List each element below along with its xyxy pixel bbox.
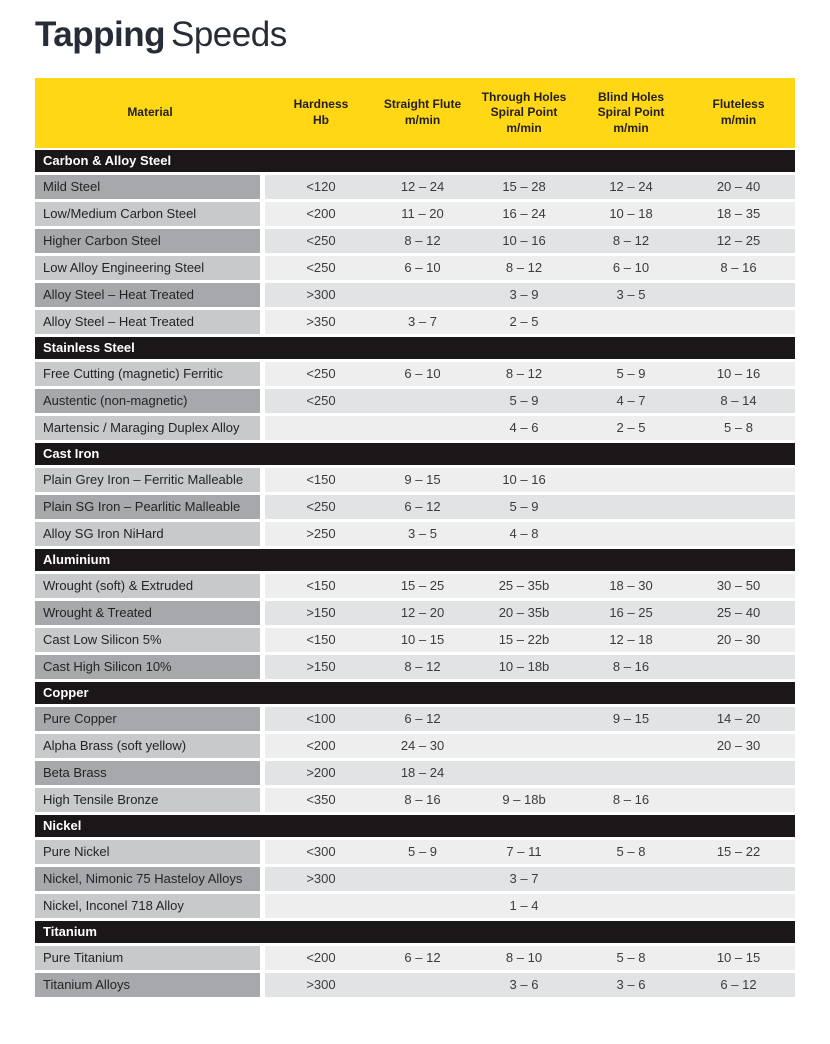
column-header-line: m/min xyxy=(506,120,542,135)
value-cell: 20 – 40 xyxy=(682,175,795,199)
material-cell: Austentic (non-magnetic) xyxy=(35,389,265,413)
value-cell xyxy=(682,655,795,679)
value-cell: 12 – 24 xyxy=(377,175,468,199)
material-cell: Cast High Silicon 10% xyxy=(35,655,265,679)
table-row xyxy=(35,310,795,334)
value-cell: 18 – 35 xyxy=(682,202,795,226)
value-cell: >300 xyxy=(265,867,377,891)
material-cell: Pure Copper xyxy=(35,707,265,731)
value-cell: 20 – 30 xyxy=(682,628,795,652)
table-row xyxy=(35,416,795,440)
value-cell: 8 – 16 xyxy=(580,655,682,679)
value-cell: 6 – 10 xyxy=(377,362,468,386)
column-header-line: Material xyxy=(127,105,173,120)
table-row xyxy=(35,468,795,492)
value-cell: 9 – 15 xyxy=(377,468,468,492)
value-cell: 5 – 9 xyxy=(377,840,468,864)
value-cell: 8 – 12 xyxy=(468,362,580,386)
value-cell xyxy=(580,734,682,758)
table-row xyxy=(35,389,795,413)
section-header: Carbon & Alloy Steel xyxy=(35,150,795,172)
value-cell: 5 – 9 xyxy=(580,362,682,386)
value-cell: <200 xyxy=(265,202,377,226)
section-header: Stainless Steel xyxy=(35,337,795,359)
column-header-line: Straight Flute xyxy=(383,97,462,112)
value-cell: 12 – 24 xyxy=(580,175,682,199)
column-header-0 xyxy=(35,101,265,125)
value-cell: 8 – 14 xyxy=(682,389,795,413)
section-header: Nickel xyxy=(35,815,795,837)
value-cell: 6 – 10 xyxy=(377,256,468,280)
material-cell: Low/Medium Carbon Steel xyxy=(35,202,265,226)
material-cell: High Tensile Bronze xyxy=(35,788,265,812)
value-cell: >200 xyxy=(265,761,377,785)
page-title xyxy=(35,14,795,56)
column-header-1 xyxy=(265,93,377,132)
value-cell: 3 – 5 xyxy=(377,522,468,546)
material-cell: Wrought & Treated xyxy=(35,601,265,625)
page-title-light: Speeds xyxy=(171,15,287,54)
value-cell: 18 – 30 xyxy=(580,574,682,598)
value-cell: 18 – 24 xyxy=(377,761,468,785)
table-row xyxy=(35,256,795,280)
column-header-line: Through Holes xyxy=(481,89,567,104)
value-cell: 8 – 16 xyxy=(682,256,795,280)
value-cell xyxy=(377,867,468,891)
column-header-line: Hardness xyxy=(293,97,349,112)
value-cell: 9 – 18b xyxy=(468,788,580,812)
section-header: Cast Iron xyxy=(35,443,795,465)
value-cell: 6 – 12 xyxy=(682,973,795,997)
value-cell: 6 – 12 xyxy=(377,495,468,519)
table-row xyxy=(35,655,795,679)
value-cell: 3 – 7 xyxy=(377,310,468,334)
column-header-line: Spiral Point xyxy=(597,105,665,120)
value-cell: 8 – 16 xyxy=(377,788,468,812)
column-header-5 xyxy=(682,93,795,132)
value-cell xyxy=(468,707,580,731)
value-cell xyxy=(265,416,377,440)
page-title-bold: Tapping xyxy=(35,15,165,54)
table-row xyxy=(35,202,795,226)
value-cell: <250 xyxy=(265,495,377,519)
value-cell: <150 xyxy=(265,574,377,598)
value-cell: 6 – 12 xyxy=(377,707,468,731)
column-header-2 xyxy=(377,93,468,132)
value-cell xyxy=(682,894,795,918)
value-cell xyxy=(468,734,580,758)
value-cell xyxy=(682,468,795,492)
table-row xyxy=(35,601,795,625)
value-cell: <250 xyxy=(265,362,377,386)
material-cell: Cast Low Silicon 5% xyxy=(35,628,265,652)
table-row xyxy=(35,522,795,546)
material-cell: Beta Brass xyxy=(35,761,265,785)
material-cell: Low Alloy Engineering Steel xyxy=(35,256,265,280)
value-cell xyxy=(580,894,682,918)
value-cell xyxy=(580,495,682,519)
tapping-speeds-table xyxy=(35,78,795,997)
material-cell: Titanium Alloys xyxy=(35,973,265,997)
value-cell xyxy=(468,761,580,785)
value-cell: 5 – 9 xyxy=(468,495,580,519)
material-cell: Plain Grey Iron – Ferritic Malleable xyxy=(35,468,265,492)
column-header-line: Fluteless xyxy=(712,97,765,112)
value-cell: 10 – 18b xyxy=(468,655,580,679)
material-cell: Alloy Steel – Heat Treated xyxy=(35,310,265,334)
value-cell: 10 – 16 xyxy=(682,362,795,386)
value-cell: <250 xyxy=(265,389,377,413)
table-row xyxy=(35,362,795,386)
material-cell: Pure Nickel xyxy=(35,840,265,864)
value-cell xyxy=(580,867,682,891)
column-header-line: m/min xyxy=(720,113,757,127)
value-cell xyxy=(682,495,795,519)
value-cell: 3 – 6 xyxy=(468,973,580,997)
material-cell: Nickel, Nimonic 75 Hasteloy Alloys xyxy=(35,867,265,891)
table-header-row xyxy=(35,78,795,148)
value-cell: 8 – 12 xyxy=(377,655,468,679)
value-cell xyxy=(377,389,468,413)
table-row xyxy=(35,283,795,307)
value-cell: >350 xyxy=(265,310,377,334)
material-cell: Plain SG Iron – Pearlitic Malleable xyxy=(35,495,265,519)
value-cell: 3 – 5 xyxy=(580,283,682,307)
value-cell: 6 – 12 xyxy=(377,946,468,970)
value-cell: <150 xyxy=(265,628,377,652)
value-cell: >300 xyxy=(265,973,377,997)
table-row xyxy=(35,175,795,199)
value-cell: >150 xyxy=(265,601,377,625)
value-cell: <120 xyxy=(265,175,377,199)
value-cell: 11 – 20 xyxy=(377,202,468,226)
value-cell: <100 xyxy=(265,707,377,731)
value-cell: 7 – 11 xyxy=(468,840,580,864)
value-cell: 6 – 10 xyxy=(580,256,682,280)
value-cell xyxy=(682,522,795,546)
value-cell: 16 – 24 xyxy=(468,202,580,226)
column-header-line: Spiral Point xyxy=(490,105,558,120)
value-cell: <350 xyxy=(265,788,377,812)
section-header: Titanium xyxy=(35,921,795,943)
value-cell: 10 – 16 xyxy=(468,468,580,492)
value-cell xyxy=(682,283,795,307)
table-row xyxy=(35,229,795,253)
value-cell: 8 – 12 xyxy=(580,229,682,253)
value-cell xyxy=(580,761,682,785)
value-cell: 8 – 16 xyxy=(580,788,682,812)
value-cell: 8 – 12 xyxy=(468,256,580,280)
value-cell: 15 – 28 xyxy=(468,175,580,199)
material-cell: Pure Titanium xyxy=(35,946,265,970)
value-cell: <200 xyxy=(265,946,377,970)
material-cell: Wrought (soft) & Extruded xyxy=(35,574,265,598)
column-header-line: m/min xyxy=(613,120,649,135)
value-cell: 30 – 50 xyxy=(682,574,795,598)
value-cell xyxy=(265,894,377,918)
material-cell: Higher Carbon Steel xyxy=(35,229,265,253)
value-cell: 1 – 4 xyxy=(468,894,580,918)
table-row xyxy=(35,495,795,519)
table-row xyxy=(35,628,795,652)
value-cell: 15 – 25 xyxy=(377,574,468,598)
value-cell xyxy=(682,867,795,891)
value-cell: >250 xyxy=(265,522,377,546)
table-row xyxy=(35,788,795,812)
value-cell: <250 xyxy=(265,256,377,280)
column-header-line: m/min xyxy=(404,113,441,127)
value-cell: 9 – 15 xyxy=(580,707,682,731)
value-cell: 12 – 25 xyxy=(682,229,795,253)
table-row xyxy=(35,894,795,918)
value-cell: 14 – 20 xyxy=(682,707,795,731)
column-header-line: Blind Holes xyxy=(597,89,664,104)
value-cell: 10 – 16 xyxy=(468,229,580,253)
value-cell: 25 – 40 xyxy=(682,601,795,625)
value-cell: 4 – 7 xyxy=(580,389,682,413)
value-cell: 24 – 30 xyxy=(377,734,468,758)
table-row xyxy=(35,734,795,758)
section-header: Copper xyxy=(35,682,795,704)
value-cell: 8 – 12 xyxy=(377,229,468,253)
value-cell: 3 – 6 xyxy=(580,973,682,997)
material-cell: Nickel, Inconel 718 Alloy xyxy=(35,894,265,918)
value-cell: 10 – 15 xyxy=(682,946,795,970)
value-cell: 3 – 9 xyxy=(468,283,580,307)
material-cell: Alloy Steel – Heat Treated xyxy=(35,283,265,307)
value-cell: 5 – 9 xyxy=(468,389,580,413)
value-cell: 5 – 8 xyxy=(580,840,682,864)
page xyxy=(35,0,795,1000)
material-cell: Martensic / Maraging Duplex Alloy xyxy=(35,416,265,440)
value-cell: 5 – 8 xyxy=(682,416,795,440)
value-cell xyxy=(682,761,795,785)
material-cell: Alpha Brass (soft yellow) xyxy=(35,734,265,758)
value-cell: 2 – 5 xyxy=(468,310,580,334)
value-cell: 8 – 10 xyxy=(468,946,580,970)
table-row xyxy=(35,707,795,731)
table-row xyxy=(35,973,795,997)
value-cell: 10 – 15 xyxy=(377,628,468,652)
value-cell: 20 – 35b xyxy=(468,601,580,625)
value-cell xyxy=(580,468,682,492)
value-cell: 25 – 35b xyxy=(468,574,580,598)
material-cell: Alloy SG Iron NiHard xyxy=(35,522,265,546)
value-cell: >300 xyxy=(265,283,377,307)
value-cell xyxy=(682,788,795,812)
table-row xyxy=(35,867,795,891)
value-cell xyxy=(377,283,468,307)
table-body xyxy=(35,150,795,997)
value-cell: <300 xyxy=(265,840,377,864)
value-cell: 12 – 20 xyxy=(377,601,468,625)
value-cell xyxy=(377,416,468,440)
value-cell xyxy=(682,310,795,334)
column-header-line: Hb xyxy=(313,113,329,127)
value-cell: 10 – 18 xyxy=(580,202,682,226)
value-cell: 20 – 30 xyxy=(682,734,795,758)
value-cell: 5 – 8 xyxy=(580,946,682,970)
material-cell: Mild Steel xyxy=(35,175,265,199)
value-cell: 12 – 18 xyxy=(580,628,682,652)
value-cell xyxy=(377,894,468,918)
value-cell: 16 – 25 xyxy=(580,601,682,625)
value-cell xyxy=(580,522,682,546)
table-row xyxy=(35,761,795,785)
value-cell: 15 – 22 xyxy=(682,840,795,864)
value-cell: 2 – 5 xyxy=(580,416,682,440)
table-row xyxy=(35,574,795,598)
column-header-4 xyxy=(580,86,682,141)
value-cell: 15 – 22b xyxy=(468,628,580,652)
value-cell xyxy=(377,973,468,997)
section-header: Aluminium xyxy=(35,549,795,571)
value-cell: 4 – 8 xyxy=(468,522,580,546)
table-row xyxy=(35,840,795,864)
material-cell: Free Cutting (magnetic) Ferritic xyxy=(35,362,265,386)
value-cell: <150 xyxy=(265,468,377,492)
value-cell: <200 xyxy=(265,734,377,758)
value-cell xyxy=(580,310,682,334)
column-header-3 xyxy=(468,86,580,141)
value-cell: <250 xyxy=(265,229,377,253)
value-cell: 3 – 7 xyxy=(468,867,580,891)
table-row xyxy=(35,946,795,970)
value-cell: >150 xyxy=(265,655,377,679)
value-cell: 4 – 6 xyxy=(468,416,580,440)
